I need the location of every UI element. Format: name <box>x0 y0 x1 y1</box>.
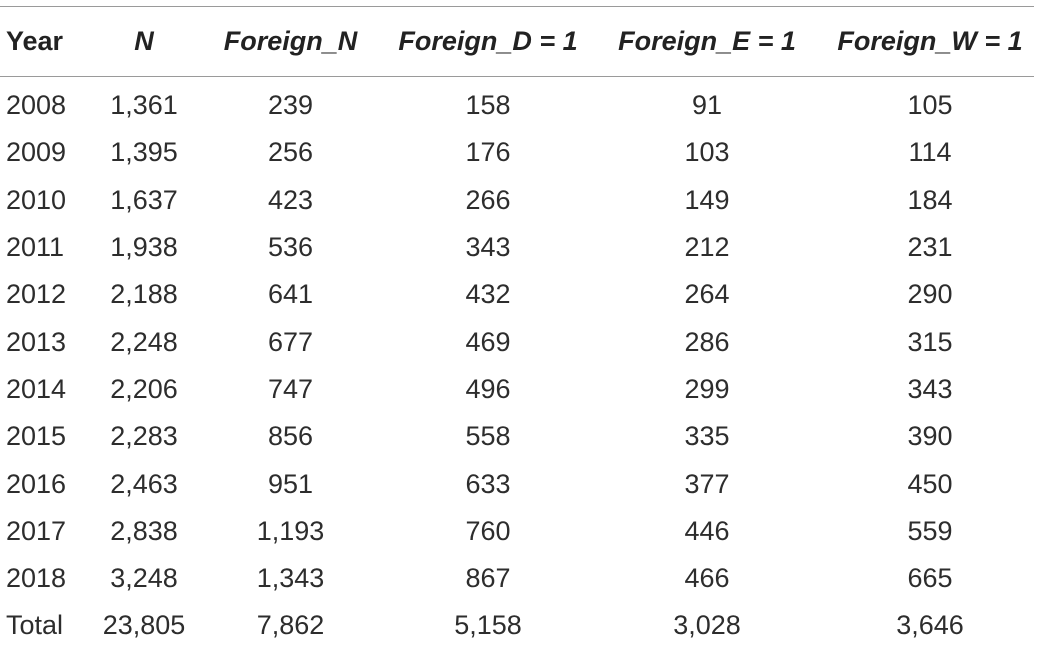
foreign-n-cell: 1,343 <box>256 563 325 594</box>
n-cell: 2,248 <box>110 326 178 357</box>
table-row <box>0 129 1034 176</box>
foreign-n-cell: 1,193 <box>256 515 325 546</box>
foreign-w-cell: 315 <box>907 326 953 357</box>
year-cell: 2017 <box>6 515 67 546</box>
foreign-e-cell: 212 <box>684 232 730 263</box>
table-row-total <box>0 602 1034 649</box>
foreign-d-cell: 558 <box>465 421 511 452</box>
foreign-w-cell: 665 <box>907 563 953 594</box>
foreign-n-cell: 677 <box>267 326 314 357</box>
data-table <box>0 6 1034 650</box>
foreign-e-cell: 377 <box>684 468 730 499</box>
foreign-d-cell: 633 <box>465 468 511 499</box>
foreign-d-cell: 266 <box>465 184 511 215</box>
n-cell: 3,248 <box>110 563 178 594</box>
year-cell: 2009 <box>6 137 67 168</box>
column-header-foreign-w: Foreign_W = 1 <box>837 25 1023 56</box>
foreign-e-cell: 299 <box>684 373 730 404</box>
foreign-d-cell: 760 <box>465 515 511 546</box>
table-header <box>0 6 1034 76</box>
foreign-d-cell: 867 <box>465 563 511 594</box>
table-row <box>0 366 1034 413</box>
foreign-e-cell: 149 <box>684 184 730 215</box>
n-cell: 2,188 <box>110 279 178 310</box>
year-cell: Total <box>6 610 64 641</box>
foreign-n-cell: 256 <box>267 137 314 168</box>
column-header-n: N <box>134 25 154 56</box>
foreign-w-cell: 343 <box>907 373 953 404</box>
year-cell: 2010 <box>6 184 67 215</box>
n-cell: 1,395 <box>110 137 178 168</box>
foreign-n-cell: 423 <box>267 184 314 215</box>
foreign-d-cell: 343 <box>465 232 511 263</box>
column-header-year: Year <box>6 25 64 56</box>
year-cell: 2016 <box>6 468 67 499</box>
foreign-n-cell: 641 <box>267 279 314 310</box>
table-row <box>0 508 1034 555</box>
table-row <box>0 271 1034 318</box>
foreign-n-cell: 951 <box>267 468 314 499</box>
foreign-d-cell: 158 <box>465 90 511 121</box>
foreign-w-cell: 3,646 <box>896 610 964 641</box>
year-cell: 2014 <box>6 373 67 404</box>
table-row <box>0 76 1034 129</box>
table-row <box>0 177 1034 224</box>
foreign-e-cell: 3,028 <box>673 610 741 641</box>
foreign-e-cell: 466 <box>684 563 730 594</box>
column-header-foreign-n: Foreign_N <box>223 25 358 56</box>
n-cell: 23,805 <box>102 610 186 641</box>
foreign-e-cell: 91 <box>691 90 723 121</box>
year-cell: 2015 <box>6 421 67 452</box>
foreign-n-cell: 7,862 <box>256 610 325 641</box>
foreign-d-cell: 432 <box>465 279 511 310</box>
foreign-d-cell: 5,158 <box>454 610 522 641</box>
table-row <box>0 555 1034 602</box>
table-row <box>0 413 1034 460</box>
table-row <box>0 460 1034 507</box>
n-cell: 2,463 <box>110 468 178 499</box>
foreign-n-cell: 747 <box>267 373 314 404</box>
table-row <box>0 318 1034 365</box>
table-body <box>0 76 1034 650</box>
year-cell: 2013 <box>6 326 67 357</box>
foreign-w-cell: 231 <box>907 232 953 263</box>
foreign-e-cell: 103 <box>684 137 730 168</box>
n-cell: 2,206 <box>110 373 178 404</box>
foreign-n-cell: 536 <box>267 232 314 263</box>
foreign-e-cell: 446 <box>684 515 730 546</box>
foreign-w-cell: 290 <box>907 279 953 310</box>
foreign-w-cell: 184 <box>907 184 953 215</box>
foreign-d-cell: 469 <box>465 326 511 357</box>
column-header-foreign-e: Foreign_E = 1 <box>618 25 796 56</box>
header-row <box>0 6 1034 76</box>
year-cell: 2018 <box>6 563 67 594</box>
n-cell: 2,283 <box>110 421 178 452</box>
column-header-foreign-d: Foreign_D = 1 <box>398 25 578 56</box>
foreign-d-cell: 176 <box>465 137 511 168</box>
foreign-n-cell: 856 <box>267 421 314 452</box>
year-cell: 2011 <box>6 232 65 263</box>
foreign-e-cell: 286 <box>684 326 730 357</box>
n-cell: 1,637 <box>110 184 178 215</box>
foreign-w-cell: 559 <box>907 515 953 546</box>
year-cell: 2008 <box>6 90 67 121</box>
foreign-w-cell: 450 <box>907 468 953 499</box>
foreign-d-cell: 496 <box>465 373 511 404</box>
foreign-e-cell: 264 <box>684 279 730 310</box>
foreign-w-cell: 105 <box>907 90 953 121</box>
foreign-n-cell: 239 <box>267 90 314 121</box>
year-cell: 2012 <box>6 279 67 310</box>
table-row <box>0 224 1034 271</box>
n-cell: 1,938 <box>110 232 178 263</box>
foreign-e-cell: 335 <box>684 421 730 452</box>
n-cell: 1,361 <box>110 90 178 121</box>
foreign-w-cell: 114 <box>908 137 952 168</box>
foreign-w-cell: 390 <box>907 421 953 452</box>
n-cell: 2,838 <box>110 515 178 546</box>
